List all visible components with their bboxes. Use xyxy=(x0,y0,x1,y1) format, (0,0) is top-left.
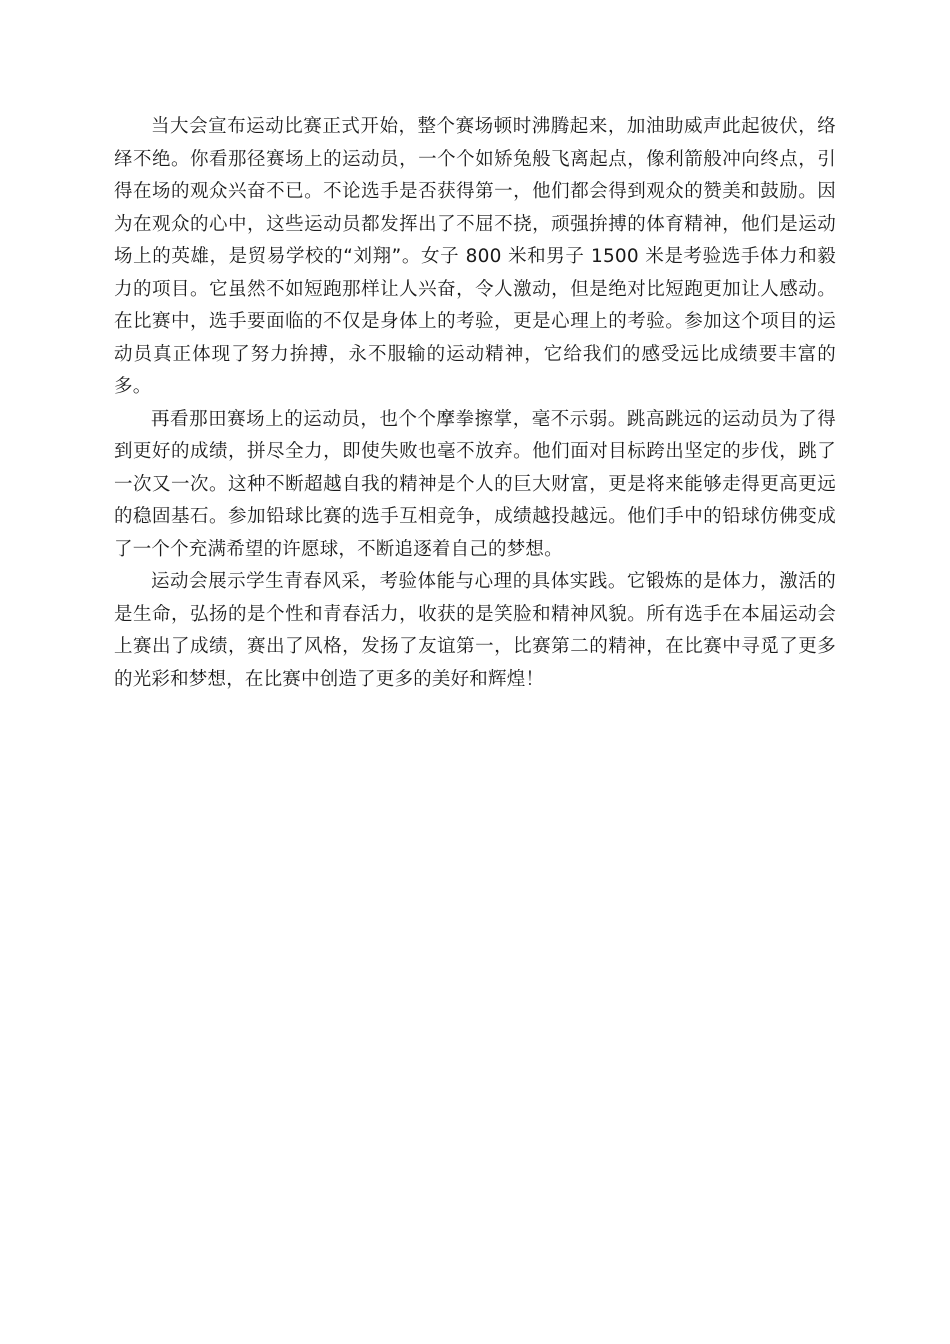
paragraph-field-events: 再看那田赛场上的运动员，也个个摩拳擦掌，毫不示弱。跳高跳远的运动员为了得到更好的成绩，拼尽全力，即使失败也毫不放弃。他们面对目标跨出坚定的步伐，跳了一次又一次。这种不断超越自我的精神是个人的巨大财富，更是将来能够走得更高更远的稳固基石。参加铅球比赛的选手互相竞争，成绩越投越远。他们手中的铅球仿佛变成了一个个充满希望的许愿球，不断追逐着自己的梦想。 xyxy=(114,408,836,560)
paragraph-conclusion: 运动会展示学生青春风采，考验体能与心理的具体实践。它锻炼的是体力，激活的是生命，弘扬的是个性和青春活力，收获的是笑脸和精神风貌。所有选手在本届运动会上赛出了成绩，赛出了风格，发扬了友谊第一，比赛第二的精神，在比赛中寻觅了更多的光彩和梦想，在比赛中创造了更多的美好和辉煌！ xyxy=(114,571,836,690)
paragraph-opening-ceremony: 当大会宣布运动比赛正式开始，整个赛场顿时沸腾起来，加油助威声此起彼伏，络绎不绝。你看那径赛场上的运动员，一个个如矫兔般飞离起点，像利箭般冲向终点，引得在场的观众兴奋不已。不论选手是否获得第一，他们都会得到观众的赞美和鼓励。因为在观众的心中，这些运动员都发挥出了不屈不挠，顽强拚搏的体育精神，他们是运动场上的英雄，是贸易学校的“刘翔”。女子 800 米和男子 1500 米是考验选手体力和毅力的项目。它虽然不如短跑那样让人兴奋，令人激动，但是绝对比短跑更加让人感动。在比赛中，选手要面临的不仅是身体上的考验，更是心理上的考验。参加这个项目的运动员真正体现了努力拚搏，永不服输的运动精神，它给我们的感受远比成绩要丰富的多。 xyxy=(114,116,836,397)
document-body xyxy=(114,111,836,696)
